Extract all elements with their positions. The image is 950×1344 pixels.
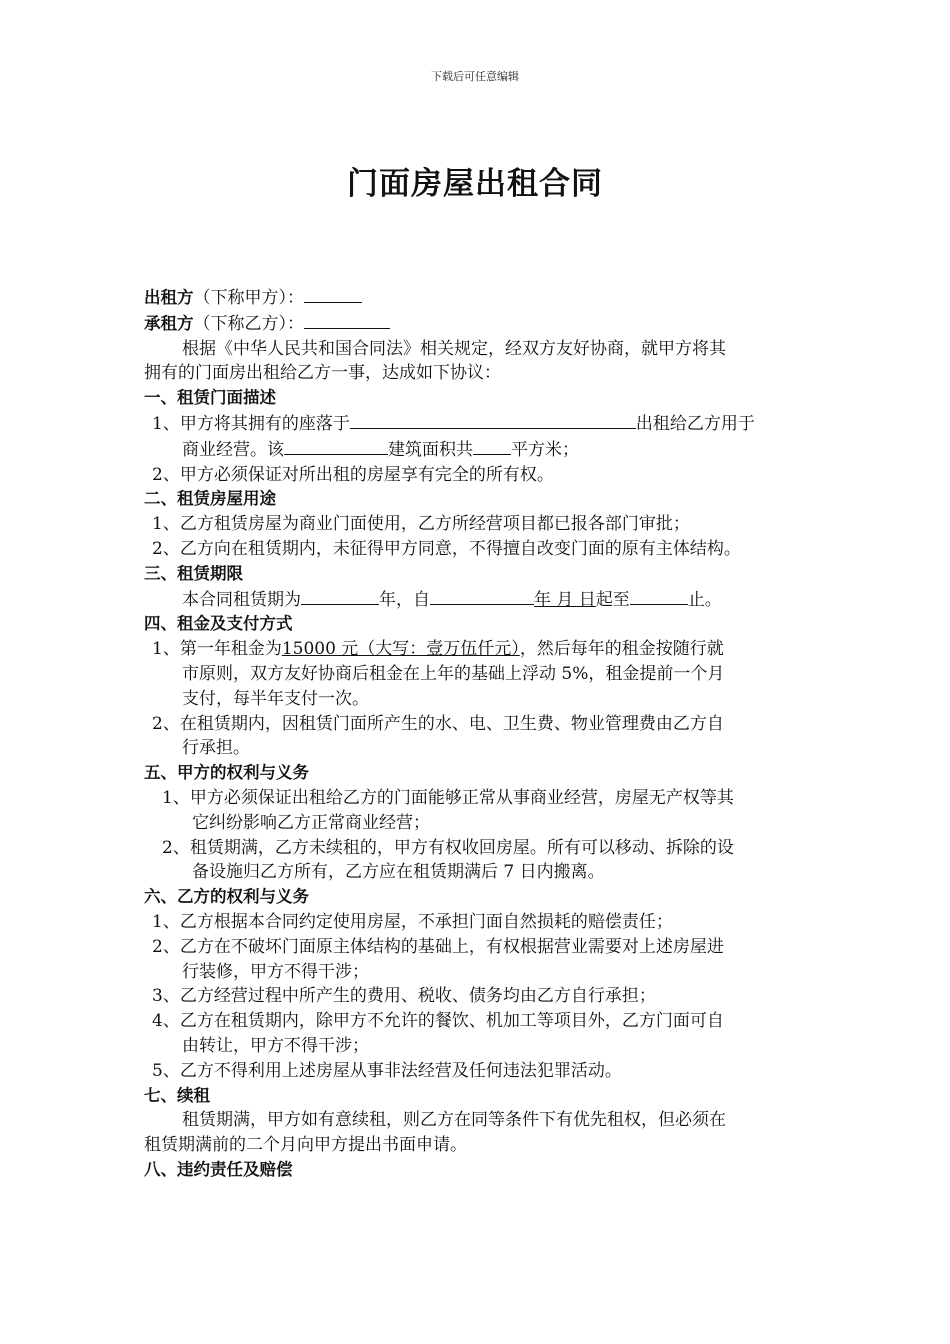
section-7-heading: 七、续租 [144, 1085, 210, 1105]
s6-item-2-line-2: 行装修，甲方不得干涉； [182, 961, 369, 982]
end-date-blank [630, 587, 688, 605]
s7-line-1: 租赁期满，甲方如有意续租，则乙方在同等条件下有优先租权，但必须在 [182, 1110, 726, 1131]
s2-item-1: 1、乙方租赁房屋为商业门面使用，乙方所经营项目都已报各部门审批； [152, 514, 690, 535]
s1-item-1-b: 出租给乙方用于 [635, 413, 755, 434]
s6-item-4-line-1: 4、乙方在租赁期内，除甲方不允许的餐饮、机加工等项目外，乙方门面可自 [152, 1011, 724, 1032]
s2-item-2: 2、乙方向在租赁期内，未征得甲方同意，不得擅自改变门面的原有主体结构。 [152, 538, 741, 559]
section-4-heading: 四、租金及支付方式 [144, 614, 293, 634]
s1-item-1-a: 1、甲方将其拥有的座落于 [152, 413, 350, 434]
s5-item-2-line-2: 备设施归乙方所有，乙方应在租赁期满后 7 日内搬离。 [192, 862, 605, 883]
s6-item-5: 5、乙方不得利用上述房屋从事非法经营及任何违法犯罪活动。 [152, 1060, 622, 1081]
intro-line-1: 根据《中华人民共和国合同法》相关规定，经双方友好协商，就甲方将其 [182, 338, 726, 359]
s1-item-1-d: 建筑面积共 [388, 439, 473, 460]
s6-item-3: 3、乙方经营过程中所产生的费用、税收、债务均由乙方自行承担； [152, 986, 656, 1007]
intro-line-2: 拥有的门面房出租给乙方一事，达成如下协议： [144, 363, 501, 384]
s1-item-1-line-1 [144, 411, 814, 437]
s5-item-1-line-2: 它纠纷影响乙方正常商业经营； [192, 812, 430, 833]
document-body [144, 285, 814, 1183]
lessor-paren: （下称甲方）： [193, 288, 304, 308]
s3-date: 年 月 日 [534, 589, 596, 610]
lessor-blank [304, 285, 362, 303]
s1-item-2: 2、甲方必须保证对所出租的房屋享有完全的所有权。 [152, 464, 554, 485]
s4-item-1-b: ，然后每年的租金按随行就 [519, 639, 724, 660]
section-8-heading: 八、违约责任及赔偿 [144, 1159, 293, 1179]
section-2-heading: 二、租赁房屋用途 [144, 489, 276, 509]
s1-item-1-c: 商业经营。该 [182, 439, 284, 460]
lessor-line [144, 285, 814, 311]
rent-amount: 15000 元（大写：壹万伍仟元） [281, 639, 520, 660]
start-year-blank [430, 587, 534, 605]
document-title: 门面房屋出租合同 [347, 166, 603, 202]
s7-line-2: 租赁期满前的二个月向甲方提出书面申请。 [144, 1135, 467, 1156]
s4-item-1-line-2: 市原则，双方友好协商后租金在上年的基础上浮动 5%，租金提前一个月 [182, 663, 725, 684]
header-note: 下载后可任意编辑 [431, 70, 519, 83]
s3-e: 止。 [687, 589, 722, 610]
years-blank [301, 587, 379, 605]
section-3-heading: 三、租赁期限 [144, 563, 243, 583]
section-1-heading: 一、租赁门面描述 [144, 388, 276, 408]
s3-b: 年，自 [379, 589, 430, 610]
lessee-blank [304, 311, 390, 329]
s4-item-2-line-1: 2、在租赁期内，因租赁门面所产生的水、电、卫生费、物业管理费由乙方自 [152, 713, 724, 734]
property-blank [284, 437, 388, 455]
lessee-label: 承租方 [144, 313, 194, 333]
s3-a: 本合同租赁期为 [182, 589, 301, 610]
section-5-heading: 五、甲方的权利与义务 [144, 763, 309, 783]
s4-item-2-line-2: 行承担。 [182, 738, 250, 759]
s6-item-4-line-2: 由转让，甲方不得干涉； [182, 1035, 369, 1056]
lessor-label: 出租方 [144, 288, 194, 307]
s5-item-1-line-1: 1、甲方必须保证出租给乙方的门面能够正常从事商业经营，房屋无产权等其 [162, 787, 734, 808]
s3-d: 起至 [595, 589, 630, 610]
s6-item-2-line-1: 2、乙方在不破坏门面原主体结构的基础上，有权根据营业需要对上述房屋进 [152, 936, 724, 957]
s4-item-1-line-1 [144, 637, 814, 662]
lessee-paren: （下称乙方）： [193, 313, 304, 334]
s4-item-1-line-3: 支付，每半年支付一次。 [182, 688, 369, 709]
s1-item-1-line-2 [144, 437, 814, 463]
lessee-line [144, 311, 814, 337]
area-blank [473, 437, 511, 455]
s4-item-1-a: 1、第一年租金为 [152, 639, 282, 660]
s5-item-2-line-1: 2、租赁期满，乙方未续租的，甲方有权收回房屋。所有可以移动、拆除的设 [162, 837, 734, 858]
section-6-heading: 六、乙方的权利与义务 [144, 887, 309, 907]
s6-item-1: 1、乙方根据本合同约定使用房屋，不承担门面自然损耗的赔偿责任； [152, 911, 673, 932]
s1-item-1-e: 平方米； [511, 439, 579, 460]
s3-term-line [144, 587, 814, 613]
location-blank [350, 411, 636, 429]
